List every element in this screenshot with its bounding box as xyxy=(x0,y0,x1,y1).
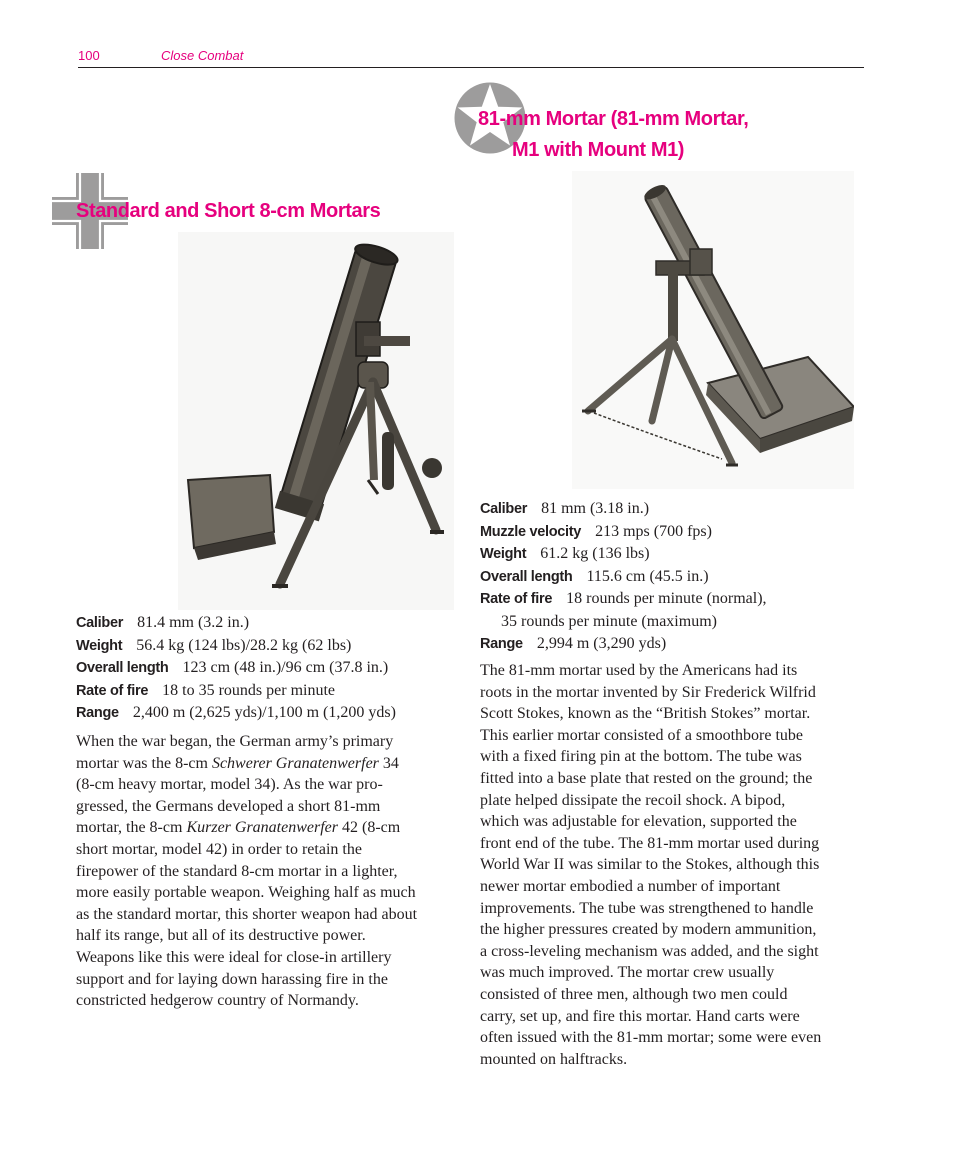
body-line: World War II was similar to the Stokes, although this xyxy=(480,856,820,874)
body-text-run: 34 xyxy=(378,754,399,772)
spec-value: 18 rounds per minute (normal), xyxy=(566,590,767,608)
body-line: (8-cm heavy mortar, model 34). As the war pro- xyxy=(76,776,383,794)
spec-row xyxy=(76,657,466,680)
body-line: mounted on halftracks. xyxy=(480,1050,628,1068)
heading-line-2: M1 with Mount M1) xyxy=(512,139,685,161)
spec-value: 18 to 35 rounds per minute xyxy=(162,681,336,699)
spec-label: Range xyxy=(76,705,119,722)
spec-row xyxy=(480,633,860,656)
spec-value: 81.4 mm (3.2 in.) xyxy=(137,614,250,631)
german-8cm-mortar-illustration xyxy=(178,232,454,610)
body-line: Weapons like this were ideal for close-in artillery xyxy=(76,948,392,966)
body-line: consisted of three men, although two men could xyxy=(480,985,788,1003)
body-line xyxy=(76,753,464,775)
spec-row xyxy=(480,566,860,589)
body-line: This earlier mortar consisted of a smoothbore tube xyxy=(480,726,804,744)
spec-list-german xyxy=(76,612,466,725)
body-line: firepower of the standard 8-cm mortar in a lighter, xyxy=(76,862,398,880)
body-line: more easily portable weapon. Weighing half as much xyxy=(76,884,416,902)
body-line: front end of the tube. The 81-mm mortar used during xyxy=(480,834,820,852)
body-line: Scott Stokes, known as the “British Stokes” mortar. xyxy=(480,705,811,723)
body-line: short mortar, model 42) in order to retain the xyxy=(76,840,362,858)
body-line: The 81-mm mortar used by the Americans had its xyxy=(480,662,798,679)
spec-label: Weight xyxy=(480,546,527,563)
body-line: carry, set up, and fire this mortar. Hand carts were xyxy=(480,1007,800,1025)
spec-row xyxy=(76,702,466,725)
spec-row xyxy=(76,680,466,703)
body-line: plate helped dissipate the recoil shock. A bipod, xyxy=(480,791,786,809)
spec-row xyxy=(76,635,466,658)
body-line xyxy=(76,817,464,839)
body-text-run: mortar, the 8-cm xyxy=(76,819,187,837)
spec-row xyxy=(480,543,860,566)
body-line: the higher pressures created by modern ammunition, xyxy=(480,921,817,939)
spec-list-american xyxy=(480,498,860,655)
body-line: was much improved. The mortar crew usually xyxy=(480,964,775,982)
page-number: 100 xyxy=(78,48,100,63)
81mm-mortar-m1-illustration xyxy=(572,171,854,489)
body-line: improvements. The tube was strengthened to handle xyxy=(480,899,814,917)
body-line: gressed, the Germans developed a short 81-mm xyxy=(76,797,381,815)
body-line: half its range, but all of its destructive power. xyxy=(76,927,366,945)
weapon-name-italic: Kurzer Granatenwerfer xyxy=(186,819,338,837)
spec-label: Overall length xyxy=(480,568,573,585)
spec-value: 81 mm (3.18 in.) xyxy=(541,500,650,517)
body-line: constricted hedgerow country of Normandy. xyxy=(76,992,359,1010)
spec-value: 2,400 m (2,625 yds)/1,100 m (1,200 yds) xyxy=(132,704,396,722)
body-line: newer mortar embodied a number of important xyxy=(480,877,781,895)
spec-label: Caliber xyxy=(76,615,124,631)
spec-row xyxy=(480,521,860,544)
spec-label: Rate of fire xyxy=(480,591,553,608)
body-line: roots in the mortar invented by Sir Frederick Wilfrid xyxy=(480,683,816,701)
spec-value: 56.4 kg (124 lbs)/28.2 kg (62 lbs) xyxy=(136,636,352,654)
spec-label: Caliber xyxy=(480,501,528,517)
spec-value-continued: 35 rounds per minute (maximum) xyxy=(501,612,717,630)
spec-value: 213 mps (700 fps) xyxy=(595,522,712,540)
spec-value: 2,994 m (3,290 yds) xyxy=(536,634,667,652)
body-paragraph-german xyxy=(76,731,464,1012)
weapon-name-italic: Schwerer Granatenwerfer xyxy=(211,754,379,772)
body-paragraph-american xyxy=(480,660,868,1070)
body-text-run: 42 (8-cm xyxy=(338,819,401,837)
spec-label: Overall length xyxy=(76,660,169,677)
body-line: When the war began, the German army’s primary xyxy=(76,733,394,750)
body-line: which was adjustable for elevation, supported the xyxy=(480,813,797,831)
spec-label: Range xyxy=(480,635,523,652)
body-line: support and for laying down harassing fire in the xyxy=(76,970,388,988)
spec-value: 115.6 cm (45.5 in.) xyxy=(586,567,709,585)
spec-row xyxy=(480,588,860,611)
spec-row xyxy=(480,498,860,521)
body-line: often issued with the 81-mm mortar; some were even xyxy=(480,1029,822,1047)
page-header xyxy=(78,47,864,68)
section-heading-german: Standard and Short 8-cm Mortars xyxy=(76,200,381,222)
spec-value: 61.2 kg (136 lbs) xyxy=(540,545,650,563)
spec-label: Rate of fire xyxy=(76,682,149,699)
body-line: a cross-leveling mechanism was added, and the sight xyxy=(480,942,819,960)
spec-label: Muzzle velocity xyxy=(480,523,582,540)
spec-row xyxy=(76,612,466,635)
spec-value: 123 cm (48 in.)/96 cm (37.8 in.) xyxy=(182,659,389,677)
running-title: Close Combat xyxy=(161,48,244,63)
section-heading-american xyxy=(478,104,838,166)
body-line: fitted into a base plate that rested on the ground; the xyxy=(480,769,813,787)
body-line: as the standard mortar, this shorter weapon had about xyxy=(76,905,418,923)
body-text-run: mortar was the 8-cm xyxy=(76,754,212,772)
body-line: with a fixed firing pin at the bottom. The tube was xyxy=(480,748,802,766)
heading-line-1: 81-mm Mortar (81-mm Mortar, xyxy=(478,108,749,130)
spec-label: Weight xyxy=(76,637,123,654)
